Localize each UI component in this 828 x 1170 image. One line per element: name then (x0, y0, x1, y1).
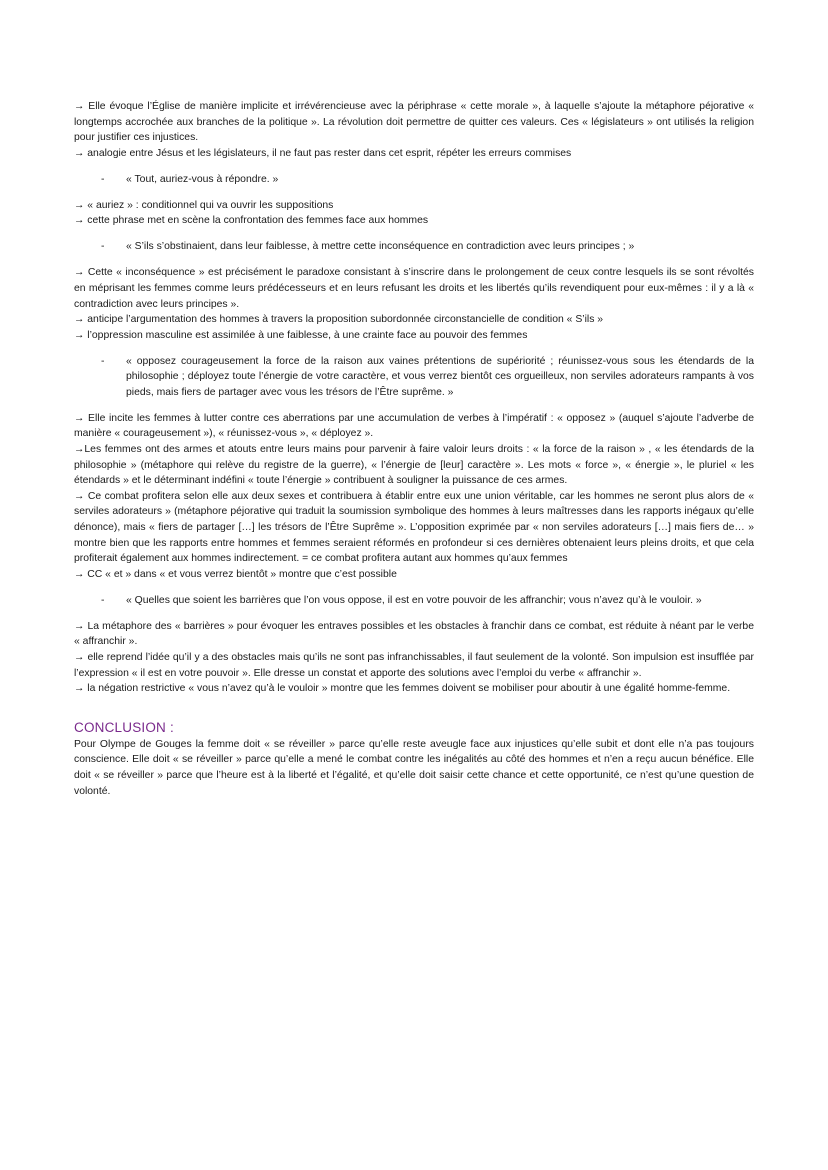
paragraph: → Ce combat profitera selon elle aux deux sexes et contribuera à établir entre eux une union véritable, car les hommes ne seront plus alors de « serviles adorateurs » (métaphore péjorative qui traduit la soumission symbolique des hommes à leurs maîtresses dans les rapports inégaux qu’elle dénonce), mais « fiers de partager […] les trésors de l’Être Suprême ». L’opposition exprimée par « non serviles adorateurs […] mais fiers de… » montre bien que les rapports entre hommes et femmes seraient réformés en profondeur si ces dernières obtenaient leurs pleins droits, et que cela profiterait également aux hommes indirectement. = ce combat profitera autant aux hommes qu’aux femmes (74, 490, 754, 565)
paragraph: → Elle incite les femmes à lutter contre ces aberrations par une accumulation de verbes à l’impératif : « opposez » (auquel s’ajoute l’adverbe de manière « courageusement »), « réunissez-vous », « déployez ». (74, 412, 754, 440)
quote-item: - « Quelles que soient les barrières que l’on vous oppose, il est en votre pouvoir de les affranchir; vous n’avez qu’à le vouloir. » (74, 593, 754, 609)
paragraph: → Elle évoque l’Église de manière implicite et irrévérencieuse avec la périphrase « cette morale », à laquelle s’ajoute la métaphore péjorative « longtemps accrochée aux branches de la politique ». La révolution doit permettre de quitter ces valeurs. Ces « législateurs » ont utilisés la religion pour justifier ces injustices. (74, 101, 754, 144)
paragraph: → « auriez » : conditionnel qui va ouvrir les suppositions (74, 199, 334, 211)
analysis-section (74, 99, 754, 697)
paragraph: → cette phrase met en scène la confrontation des femmes face aux hommes (74, 215, 429, 227)
paragraph: → analogie entre Jésus et les législateurs, il ne faut pas rester dans cet esprit, répéter les erreurs commises (74, 147, 572, 159)
paragraph: →Les femmes ont des armes et atouts entre leurs mains pour parvenir à faire valoir leurs droits : « la force de la raison » , « les étendards de la philosophie » (métaphore qui relève du registre de la guerre), « l’énergie de [leur] caractère ». Les mots « force », « énergie », le pluriel « les étendards » et le déterminant indéfini « toute l’énergie » contribuent à souligner la puissance de ces armes. (74, 444, 754, 487)
quote-item: - « S’ils s’obstinaient, dans leur faiblesse, à mettre cette inconséquence en contradiction avec leurs principes ; » (74, 239, 754, 255)
paragraph: → Cette « inconséquence » est précisément le paradoxe consistant à s’inscrire dans le prolongement de ceux contre lesquels ils se sont révoltés en méprisant les femmes comme leurs prédécesseurs et en leurs refusant les droits et les libertés qu’ils revendiquent pour eux-mêmes : il y a là « contradiction avec leurs principes ». (74, 267, 754, 310)
paragraph: → La métaphore des « barrières » pour évoquer les entraves possibles et les obstacles à franchir dans ce combat, est réduite à néant par le verbe « affranchir ». (74, 620, 754, 648)
paragraph: → CC « et » dans « et vous verrez bientôt » montre que c’est possible (74, 568, 397, 580)
paragraph: → elle reprend l’idée qu’il y a des obstacles mais qu’ils ne sont pas infranchissables, il faut seulement de la volonté. Son impulsion est insufflée par l’expression « il est en votre pouvoir ». Elle dresse un constat et apporte des solutions avec l’emploi du verbe « affranchir ». (74, 651, 754, 679)
conclusion-paragraph: Pour Olympe de Gouges la femme doit « se réveiller » parce qu’elle reste aveugle face aux injustices qu’elle subit et dont elle n’a pas toujours conscience. Elle doit « se réveiller » parce qu’elle a mené le combat contre les inégalités au côté des hommes et n’en a reçu aucun bénéfice. Elle doit « se réveiller » parce que l’heure est à la liberté et l’égalité, et qu’elle doit saisir cette chance et cette opportunité, ce n’est qu’une question de volonté. (74, 738, 754, 797)
paragraph: → anticipe l’argumentation des hommes à travers la proposition subordonnée circonstancielle de condition « S’ils » (74, 314, 604, 326)
quote-item: - « opposez courageusement la force de la raison aux vaines prétentions de supériorité ; réunissez-vous sous les étendards de la philosophie ; déployez toute l’énergie de votre caractère, et vous verrez bientôt ces orgueilleux, non serviles adorateurs rampants à vos pieds, mais fiers de partager avec vous les trésors de l’Être suprême. » (74, 354, 754, 401)
paragraph: → l’oppression masculine est assimilée à une faiblesse, à une crainte face au pouvoir des femmes (74, 329, 528, 341)
document-page (74, 99, 754, 799)
conclusion-heading: CONCLUSION : (74, 719, 174, 735)
paragraph: → la négation restrictive « vous n’avez qu’à le vouloir » montre que les femmes doivent se mobiliser pour aboutir à une égalité homme-femme. (74, 683, 731, 695)
quote-item: - « Tout, auriez-vous à répondre. » (74, 172, 754, 188)
